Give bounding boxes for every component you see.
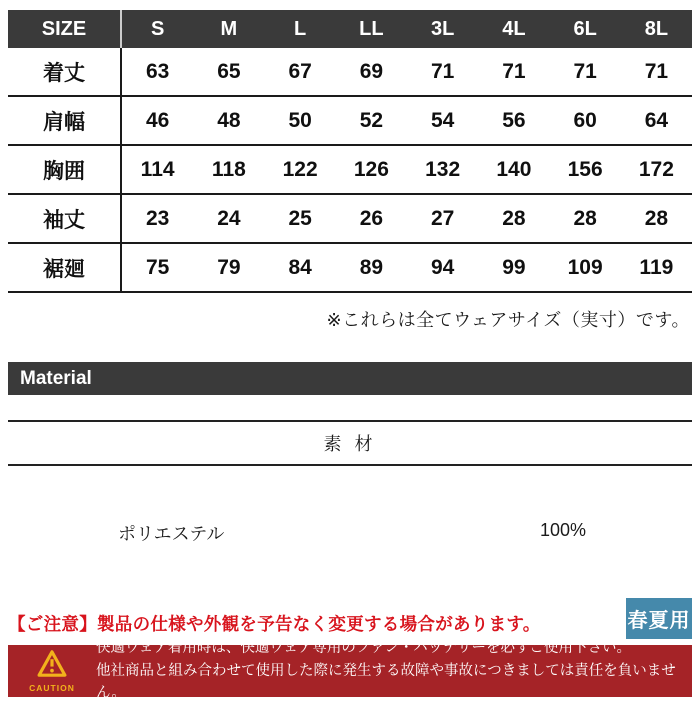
- size-cell: 94: [430, 255, 455, 279]
- size-cell: 118: [211, 157, 246, 181]
- column-header: 8L: [644, 17, 669, 40]
- size-cell: 23: [145, 206, 170, 230]
- size-cell: 25: [288, 206, 312, 230]
- size-cell: 52: [359, 108, 384, 132]
- size-row-label: 胸囲: [8, 146, 122, 193]
- size-cell: 71: [573, 59, 597, 83]
- size-cell: 24: [217, 206, 241, 230]
- size-cell: 50: [288, 108, 312, 132]
- season-badge: 春夏用: [626, 598, 692, 639]
- size-cell: 79: [217, 255, 241, 279]
- size-cell: 48: [217, 108, 241, 132]
- size-cell: 26: [359, 206, 384, 230]
- size-cell: 109: [567, 255, 603, 279]
- size-table-header-row: [8, 10, 692, 48]
- size-cell: 71: [644, 59, 669, 83]
- column-header: M: [220, 17, 238, 40]
- material-percent: 100%: [540, 520, 587, 540]
- size-row-label: 肩幅: [8, 97, 122, 144]
- table-row: [8, 146, 692, 195]
- column-header: 4L: [502, 17, 526, 40]
- size-cell: 99: [502, 255, 526, 279]
- size-cell: 71: [430, 59, 455, 83]
- size-row-label: 裾廻: [8, 244, 122, 291]
- warning-triangle-icon: [37, 650, 67, 682]
- caution-banner: [8, 640, 692, 702]
- size-cell: 75: [145, 255, 170, 279]
- size-cell: 27: [430, 206, 455, 230]
- material-column-title: 素 材: [8, 420, 692, 466]
- column-header: LL: [359, 17, 384, 40]
- size-cell: 65: [217, 59, 241, 83]
- size-cell: 69: [359, 59, 384, 83]
- caution-line-1: 快適ウェア着用時は、快適ウェア専用のファン・バッテリーを必ずご使用下さい。: [96, 640, 632, 657]
- caution-line-2: 他社商品と組み合わせて使用した際に発生する故障や事故につきましては責任を負いません。: [96, 662, 676, 702]
- column-header: L: [294, 17, 307, 40]
- material-name: ポリエステル: [118, 524, 225, 544]
- size-cell: 89: [359, 255, 384, 279]
- size-table: [8, 10, 692, 293]
- size-cell: 172: [638, 157, 674, 181]
- size-cell: 28: [644, 206, 669, 230]
- size-cell: 28: [502, 206, 526, 230]
- size-cell: 156: [567, 157, 603, 181]
- size-row-label: 袖丈: [8, 195, 122, 242]
- caution-icon-label: CAUTION: [29, 682, 75, 693]
- size-cell: 60: [573, 108, 597, 132]
- material-header-label: Material: [20, 367, 92, 389]
- size-cell: 63: [145, 59, 170, 83]
- column-header-size: SIZE: [8, 10, 122, 48]
- size-cell: 140: [496, 157, 532, 181]
- size-note: ※これらは全てウェアサイズ（実寸）です。: [326, 310, 690, 330]
- table-row: [8, 195, 692, 244]
- size-row-label: 着丈: [8, 48, 122, 95]
- table-row: [8, 97, 692, 146]
- size-cell: 119: [639, 255, 674, 279]
- size-cell: 64: [644, 108, 669, 132]
- material-header-bar: [8, 362, 692, 395]
- size-cell: 71: [502, 59, 526, 83]
- size-cell: 84: [288, 255, 312, 279]
- size-cell: 67: [288, 59, 312, 83]
- size-cell: 28: [573, 206, 597, 230]
- size-cell: 54: [430, 108, 455, 132]
- column-header: 6L: [573, 17, 597, 40]
- column-header: S: [150, 17, 165, 40]
- size-cell: 122: [282, 157, 318, 181]
- caution-text: [96, 637, 692, 704]
- size-cell: 132: [425, 157, 461, 181]
- table-row: [8, 48, 692, 97]
- size-cell: 46: [145, 108, 170, 132]
- size-cell: 56: [502, 108, 526, 132]
- size-cell: 114: [140, 157, 175, 181]
- table-row: [8, 244, 692, 293]
- column-header: 3L: [430, 17, 455, 40]
- size-cell: 126: [353, 157, 389, 181]
- notice-text: 【ご注意】製品の仕様や外観を予告なく変更する場合があります。: [8, 614, 541, 634]
- caution-icon-block: [8, 650, 96, 693]
